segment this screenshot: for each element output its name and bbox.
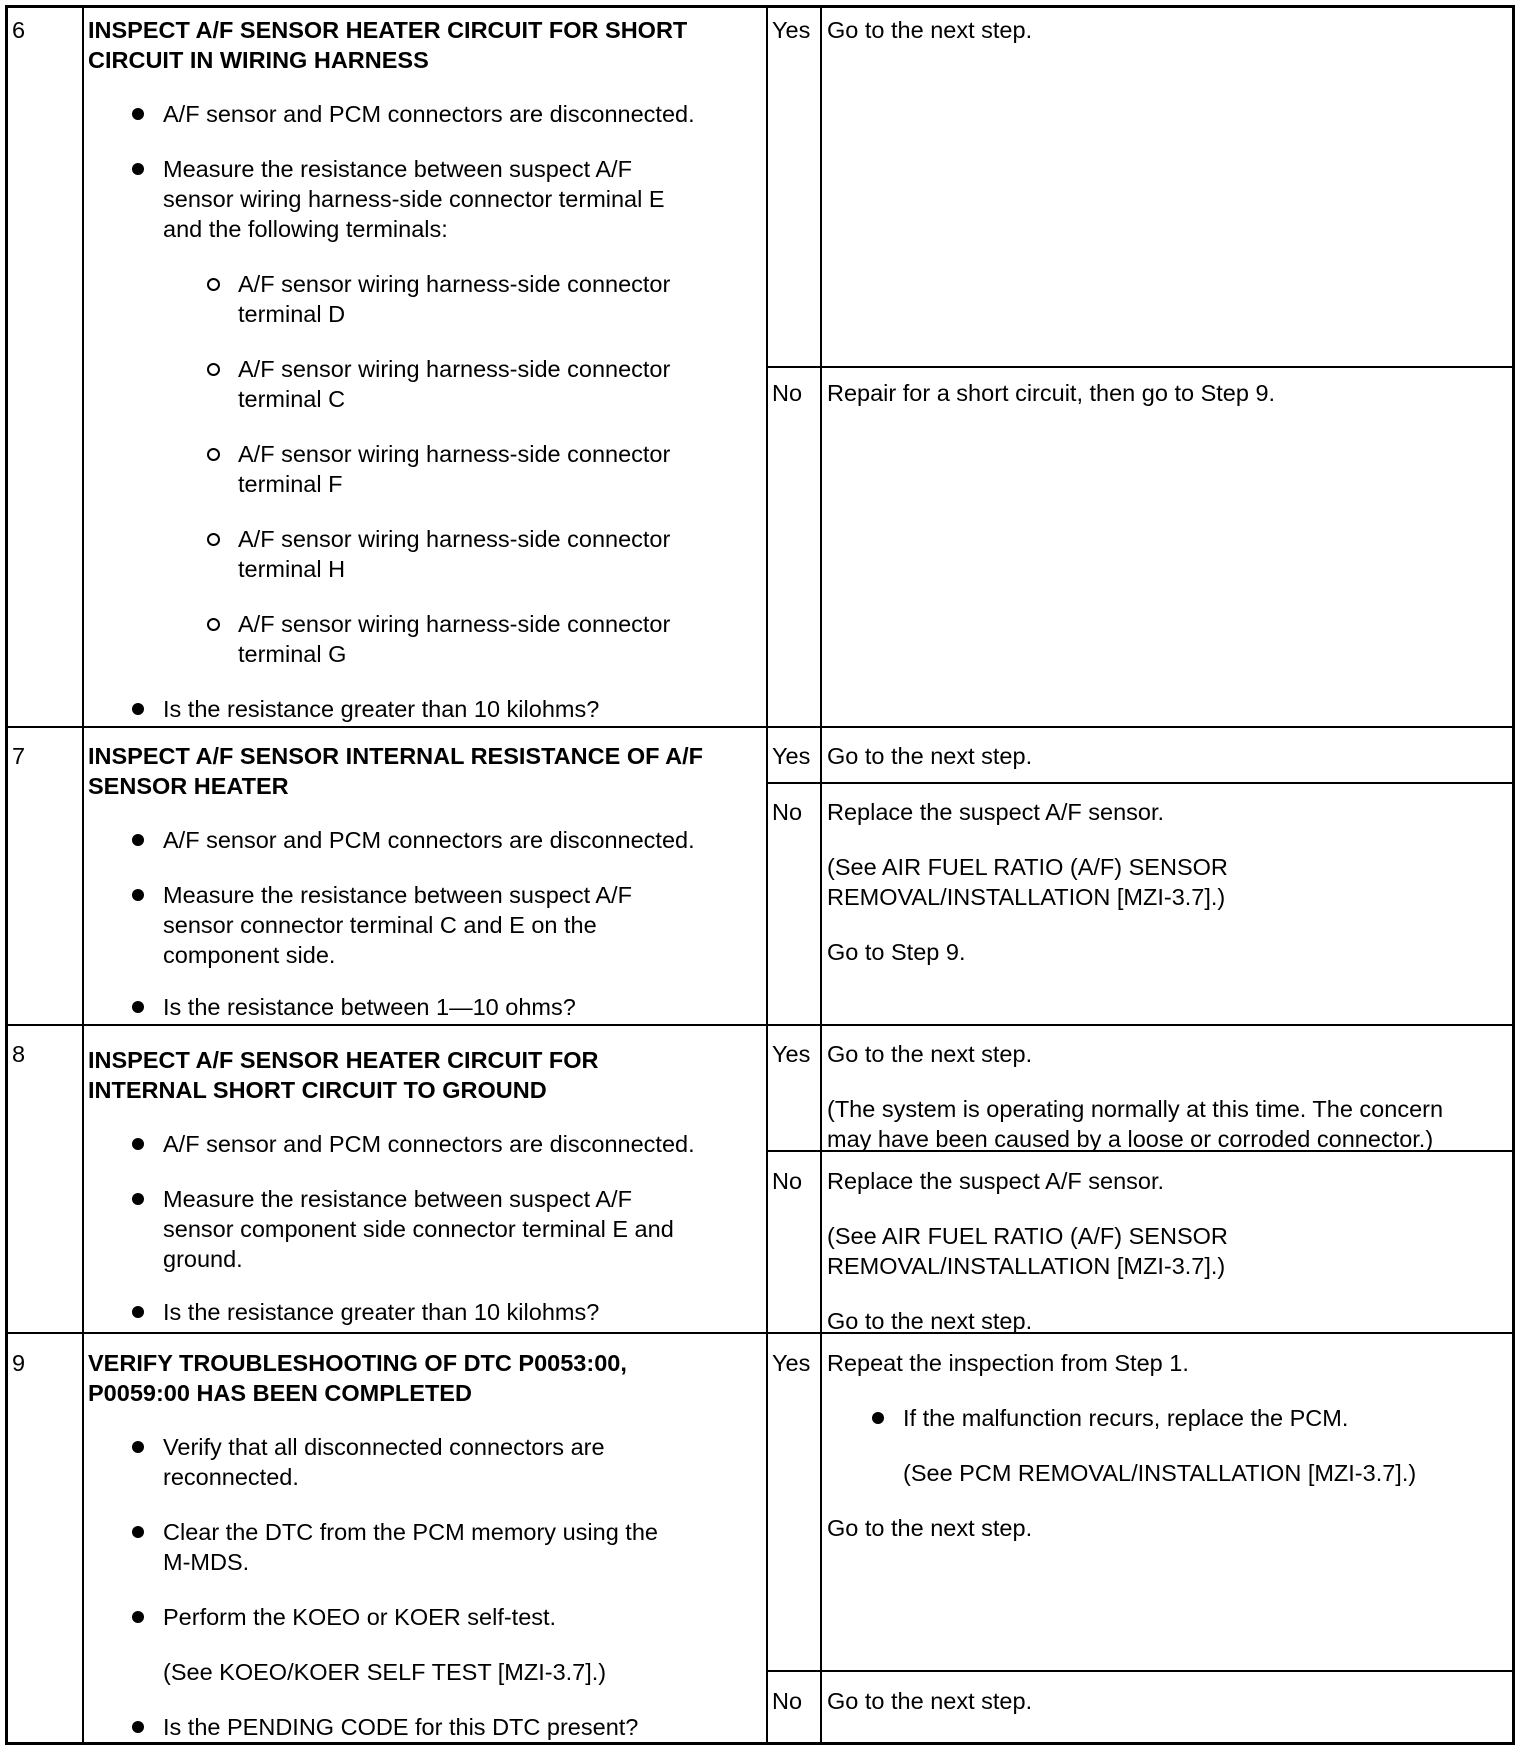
- bullet-text: M-MDS.: [163, 1549, 250, 1575]
- no-action: REMOVAL/INSTALLATION [MZI-3.7].): [827, 1253, 1226, 1279]
- reference-note: (See KOEO/KOER SELF TEST [MZI-3.7].): [163, 1659, 607, 1685]
- yes-action: If the malfunction recurs, replace the PCM.: [903, 1405, 1349, 1431]
- yes-action: (The system is operating normally at this time. The concern: [827, 1096, 1444, 1122]
- bullet-icon: [872, 1412, 884, 1424]
- sub-bullet-text: terminal H: [238, 556, 346, 582]
- column-divider-result: [766, 5, 768, 1745]
- bullet-text: Measure the resistance between suspect A/F: [163, 882, 632, 908]
- bullet-icon: [132, 1193, 144, 1205]
- sub-bullet-icon: [207, 448, 220, 461]
- yes-label: Yes: [772, 743, 811, 769]
- yes-label: Yes: [772, 1041, 811, 1067]
- step-number: 8: [12, 1041, 26, 1067]
- bullet-icon: [132, 1721, 144, 1733]
- bullet-text: Clear the DTC from the PCM memory using the: [163, 1519, 658, 1545]
- question-text: Is the resistance greater than 10 kilohms?: [163, 696, 600, 722]
- step-title: CIRCUIT IN WIRING HARNESS: [88, 47, 429, 73]
- row-divider-step7: [5, 726, 1515, 728]
- sub-bullet-text: terminal F: [238, 471, 343, 497]
- bullet-icon: [132, 834, 144, 846]
- no-action: REMOVAL/INSTALLATION [MZI-3.7].): [827, 884, 1226, 910]
- bullet-icon: [132, 1306, 144, 1318]
- step-number: 9: [12, 1350, 26, 1376]
- step-title: INSPECT A/F SENSOR HEATER CIRCUIT FOR SHORT: [88, 17, 688, 43]
- bullet-icon: [132, 1441, 144, 1453]
- column-divider-action: [820, 5, 822, 1745]
- row-divider-step8: [5, 1024, 1515, 1026]
- yes-action: Go to the next step.: [827, 1515, 1033, 1541]
- step6-yes-no-divider: [766, 366, 1515, 368]
- sub-bullet-icon: [207, 533, 220, 546]
- no-label: No: [772, 1688, 803, 1714]
- bullet-text: Perform the KOEO or KOER self-test.: [163, 1604, 557, 1630]
- no-label: No: [772, 1168, 803, 1194]
- step9-yes-no-divider: [766, 1670, 1515, 1672]
- row-divider-step9: [5, 1332, 1515, 1334]
- step-title: SENSOR HEATER: [88, 773, 289, 799]
- bullet-text: A/F sensor and PCM connectors are disconnected.: [163, 1131, 695, 1157]
- no-action: (See AIR FUEL RATIO (A/F) SENSOR: [827, 1223, 1228, 1249]
- sub-bullet-icon: [207, 363, 220, 376]
- bullet-icon: [132, 703, 144, 715]
- step-title: INSPECT A/F SENSOR INTERNAL RESISTANCE OF A/F: [88, 743, 703, 769]
- sub-bullet-text: terminal D: [238, 301, 346, 327]
- yes-action: (See PCM REMOVAL/INSTALLATION [MZI-3.7].): [903, 1460, 1417, 1486]
- question-text: Is the resistance between 1—10 ohms?: [163, 994, 576, 1020]
- sub-bullet-text: A/F sensor wiring harness-side connector: [238, 611, 671, 637]
- yes-label: Yes: [772, 1350, 811, 1376]
- sub-bullet-text: A/F sensor wiring harness-side connector: [238, 441, 671, 467]
- bullet-icon: [132, 163, 144, 175]
- yes-action: Go to the next step.: [827, 17, 1033, 43]
- question-text: Is the PENDING CODE for this DTC present?: [163, 1714, 639, 1740]
- sub-bullet-text: A/F sensor wiring harness-side connector: [238, 271, 671, 297]
- bullet-text: Verify that all disconnected connectors are: [163, 1434, 605, 1460]
- step-title: P0059:00 HAS BEEN COMPLETED: [88, 1380, 472, 1406]
- bullet-icon: [132, 108, 144, 120]
- yes-action: Go to the next step.: [827, 743, 1033, 769]
- bullet-text: A/F sensor and PCM connectors are disconnected.: [163, 827, 695, 853]
- no-label: No: [772, 799, 803, 825]
- no-label: No: [772, 380, 803, 406]
- yes-label: Yes: [772, 17, 811, 43]
- step-title: VERIFY TROUBLESHOOTING OF DTC P0053:00,: [88, 1350, 627, 1376]
- bullet-text: sensor connector terminal C and E on the: [163, 912, 597, 938]
- step7-yes-no-divider: [766, 782, 1515, 784]
- no-action: Go to the next step.: [827, 1308, 1033, 1334]
- sub-bullet-text: terminal G: [238, 641, 347, 667]
- bullet-text: reconnected.: [163, 1464, 299, 1490]
- bullet-icon: [132, 1138, 144, 1150]
- column-divider-number: [82, 5, 84, 1745]
- bullet-text: sensor wiring harness-side connector terminal E: [163, 186, 665, 212]
- bullet-text: Measure the resistance between suspect A/F: [163, 156, 632, 182]
- sub-bullet-icon: [207, 278, 220, 291]
- no-action: Go to Step 9.: [827, 939, 966, 965]
- yes-action: may have been caused by a loose or corroded connector.): [827, 1126, 1434, 1152]
- no-action: Replace the suspect A/F sensor.: [827, 1168, 1165, 1194]
- sub-bullet-text: A/F sensor wiring harness-side connector: [238, 356, 671, 382]
- bullet-text: Measure the resistance between suspect A/F: [163, 1186, 632, 1212]
- step-number: 7: [12, 743, 26, 769]
- bullet-text: sensor component side connector terminal E and: [163, 1216, 674, 1242]
- sub-bullet-icon: [207, 618, 220, 631]
- bullet-icon: [132, 1611, 144, 1623]
- bullet-icon: [132, 889, 144, 901]
- bullet-icon: [132, 1001, 144, 1013]
- bullet-text: A/F sensor and PCM connectors are disconnected.: [163, 101, 695, 127]
- bullet-text: and the following terminals:: [163, 216, 448, 242]
- step-title: INSPECT A/F SENSOR HEATER CIRCUIT FOR: [88, 1047, 599, 1073]
- diagnostic-procedure-table: [5, 5, 1515, 1745]
- question-text: Is the resistance greater than 10 kilohms?: [163, 1299, 600, 1325]
- no-action: Go to the next step.: [827, 1688, 1033, 1714]
- bullet-icon: [132, 1526, 144, 1538]
- bullet-text: component side.: [163, 942, 336, 968]
- yes-action: Repeat the inspection from Step 1.: [827, 1350, 1189, 1376]
- no-action: (See AIR FUEL RATIO (A/F) SENSOR: [827, 854, 1228, 880]
- yes-action: Go to the next step.: [827, 1041, 1033, 1067]
- step-title: INTERNAL SHORT CIRCUIT TO GROUND: [88, 1077, 547, 1103]
- bullet-text: ground.: [163, 1246, 243, 1272]
- no-action: Replace the suspect A/F sensor.: [827, 799, 1165, 825]
- sub-bullet-text: A/F sensor wiring harness-side connector: [238, 526, 671, 552]
- step-number: 6: [12, 17, 26, 43]
- sub-bullet-text: terminal C: [238, 386, 346, 412]
- no-action: Repair for a short circuit, then go to Step 9.: [827, 380, 1276, 406]
